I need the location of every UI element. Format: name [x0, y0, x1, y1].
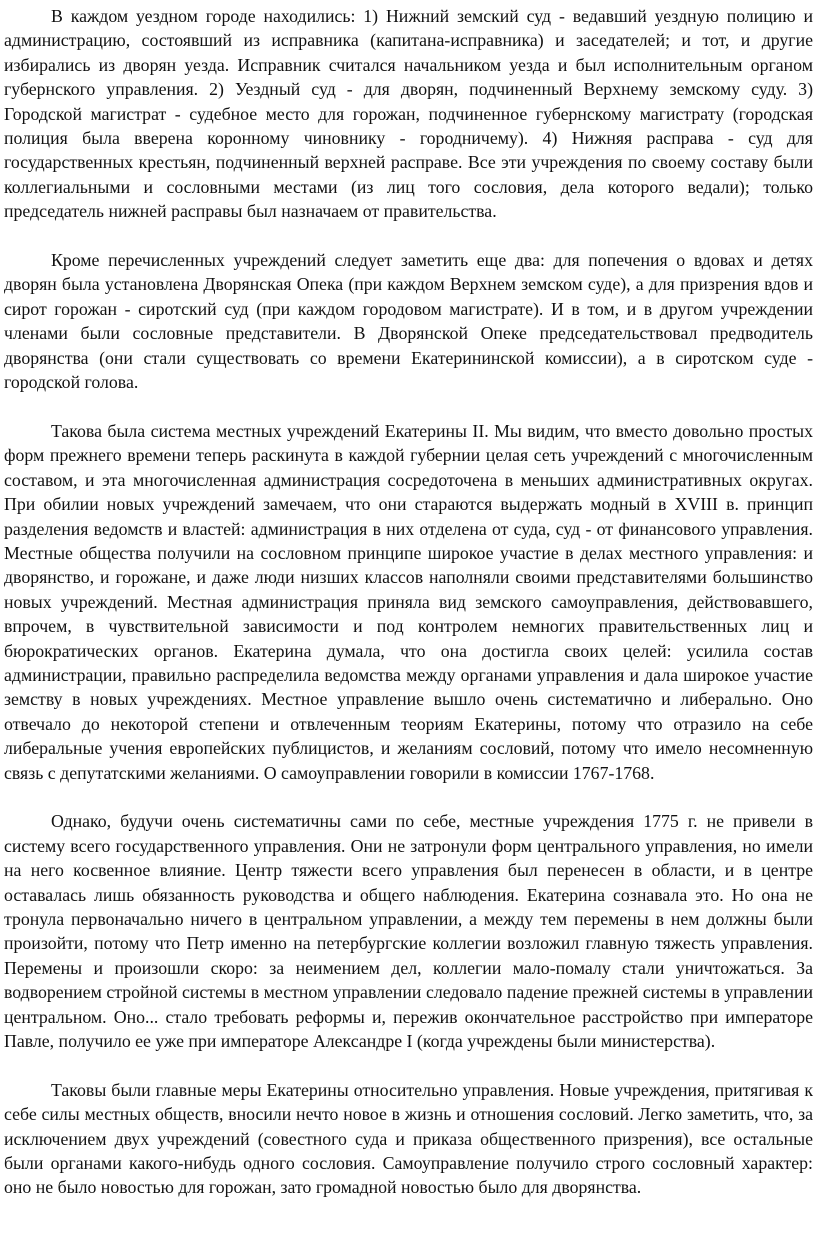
paragraph-spacer — [4, 1053, 813, 1077]
paragraph-spacer — [4, 224, 813, 248]
paragraph-central-administration: Однако, будучи очень систематичны сами по себе, местные учреждения 1775 г. не привели в систему всего государственного управления. Они не затронули форм центрального управления, но имели на него косвенное влияние. Центр тяжести всего управления был перенесен в области, и в центре оставалась лишь обязанность руководства и общего наблюдения. Екатерина сознавала это. Но она не тронула первоначально ничего в центральном управлении, а между тем перемены в нем должны были произойти, потому что Петр именно на петербургские коллегии возложил главную тяжесть управления. Перемены и произошли скоро: за неимением дел, коллегии мало-помалу стали уничтожаться. За водворением стройной системы в местном управлении следовало падение прежней системы в управлении центральном. Оно... стало требовать реформы и, пережив окончательное расстройство при императоре Павле, получило ее уже при императоре Александре I (когда учреждены были министерства). — [4, 811, 813, 1052]
paragraph-spacer — [4, 785, 813, 809]
paragraph-spacer — [4, 394, 813, 418]
paragraph-district-institutions: В каждом уездном городе находились: 1) Нижний земский суд - ведавший уездную полицию и администрацию, состоявший из исправника (капитана-исправника) и заседателей; и тот, и другие избирались из дворян уезда. Исправник считался начальником уезда и был исполнительным органом губернского управления. 2) Уездный суд - для дворян, подчиненный Верхнему земскому суду. 3) Городской магистрат - судебное место для горожан, подчиненное губернскому магистрату (городская полиция была вверена коронному чиновнику - городничему). 4) Нижняя расправа - суд для государственных крестьян, подчиненный верхней расправе. Все эти учреждения по своему составу были коллегиальными и сословными местами (из лиц того сословия, дела которого ведали); только председатель нижней расправы был назначаем от правительства. — [4, 6, 813, 222]
paragraph-local-system: Такова была система местных учреждений Екатерины II. Мы видим, что вместо довольно простых форм прежнего времени теперь раскинута в каждой губернии целая сеть учреждений с многочисленным составом, и эта многочисленная администрация сосредоточена в меньших административных округах. При обилии новых учреждений замечаем, что они стараются выдержать модный в XVIII в. принцип разделения ведомств и властей: администрация в них отделена от суда, суд - от финансового управления. Местные общества получили на сословном принципе широкое участие в делах местного управления: и дворянство, и горожане, и даже люди низших классов наполняли своими представителями большинство новых учреждений. Местная администрация приняла вид земского самоуправления, действовавшего, впрочем, в чувствительной зависимости и под контролем немногих правительственных лиц и бюрократических органов. Екатерина думала, что она достигла своих целей: усилила состав администрации, правильно распределила ведомства между органами управления и дала широкое участие земству в новых учреждениях. Местное управление вышло очень систематично и либерально. Оно отвечало до некоторой степени и отвлеченным теориям Екатерины, потому что отразило на себе либеральные учения европейских публицистов, и желаниям сословий, потому что имело несомненную связь с депутатскими желаниями. О самоуправлении говорили в комиссии 1767-1768. — [4, 420, 813, 783]
paragraph-main-measures: Таковы были главные меры Екатерины относительно управления. Новые учреждения, притягивая к себе силы местных обществ, вносили нечто новое в жизнь и отношения сословий. Легко заметить, что, за исключением двух учреждений (совестного суда и приказа общественного призрения), все остальные были органами какого-нибудь одного сословия. Самоуправление получило строго сословный характер: оно не было новостью для горожан, зато громадной новостью было для дворянства. — [4, 1079, 813, 1198]
paragraph-guardianship: Кроме перечисленных учреждений следует заметить еще два: для попечения о вдовах и детях дворян была установлена Дворянская Опека (при каждом Верхнем земском суде), а для призрения вдов и сирот горожан - сиротский суд (при каждом городовом магистрате). И в том, и в другом учреждении членами были сословные представители. В Дворянской Опеке председательствовал предводитель дворянства (они стали существовать со времени Екатерининской комиссии), а в сиротском суде - городской голова. — [4, 250, 813, 393]
